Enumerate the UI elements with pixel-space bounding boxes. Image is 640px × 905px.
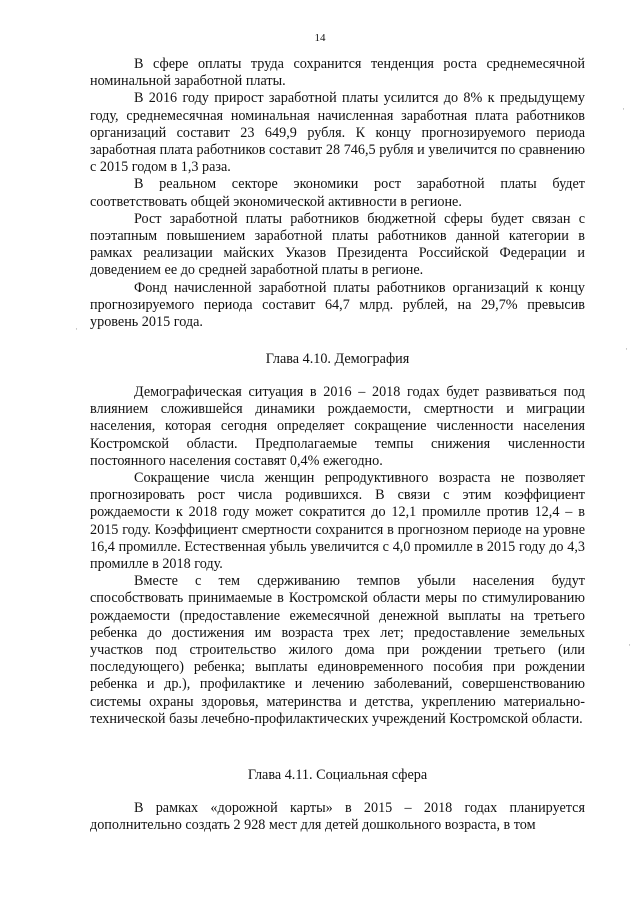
paragraph: Вместе с тем сдерживанию темпов убыли населения будут способствовать принимаемые в Костромской области меры по стимулированию рождаемости (предоставление ежемесячной денежной выплаты на третьего ребенка до достижения им возраста трех лет; предоставление земельных участков под строительство жилого дома при рождении третьего (или последующего) ребенка; выплаты единовременного пособия при рождении ребенка и др.), профилактике и лечению заболеваний, совершенствованию системы охраны здоровья, материнства и детства, укреплению материально-технической базы лечебно-профилактических учреждений Костромской области. [90,573,585,727]
paragraph: В сфере оплаты труда сохранится тенденция роста среднемесячной номинальной заработной платы. [90,56,585,90]
paragraph: В реальном секторе экономики рост заработной платы будет соответствовать общей экономической активности в регионе. [90,176,585,210]
scan-speck: · [625,344,628,354]
paragraph: Демографическая ситуация в 2016 – 2018 годах будет развиваться под влиянием сложившейся динамики рождаемости, смертности и миграции населения, которая сегодня определяет сокращение численности населения Костромской области. Предполагаемые темпы снижения численности постоянного населения составят 0,4% ежегодно. [90,384,585,469]
page-number: 14 [314,32,326,44]
scan-speck: · [622,104,625,114]
section-demography [90,384,585,728]
paragraph: В рамках «дорожной карты» в 2015 – 2018 годах планируется дополнительно создать 2 928 мест для детей дошкольного возраста, в том [90,800,585,834]
heading-social-sphere: Глава 4.11. Социальная сфера [247,767,428,783]
paragraph: Сокращение числа женщин репродуктивного возраста не позволяет прогнозировать рост числа родившихся. В связи с этим коэффициент рождаемости к 2018 году может сократится до 12,1 промилле против 12,4 – в 2015 году. Коэффициент смертности сохранится в прогнозном периоде на уровне 16,4 промилле. Естественная убыль увеличится с 4,0 промилле в 2015 году до 4,3 промилле в 2018 году. [90,470,585,573]
scan-speck: · [628,640,631,650]
heading-demography: Глава 4.10. Демография [265,351,410,367]
paragraph: Рост заработной платы работников бюджетной сферы будет связан с поэтапным повышением заработной платы работников данной категории в рамках реализации майских Указов Президента Российской Федерации и доведением ее до средней заработной платы в регионе. [90,210,585,279]
paragraph: Фонд начисленной заработной платы работников организаций к концу прогнозируемого периода составит 64,7 млрд. рублей, на 29,7% превысив уровень 2015 года. [90,279,585,331]
section-social [90,800,585,834]
scan-speck: · [75,324,78,334]
section-wages [90,56,585,331]
paragraph: В 2016 году прирост заработной платы усилится до 8% к предыдущему году, среднемесячная номинальная начисленная заработная плата работников организаций составит 23 649,9 рубля. К концу прогнозируемого периода заработная плата работников составит 28 746,5 рубля и увеличится по сравнению с 2015 годом в 1,3 раза. [90,90,585,176]
